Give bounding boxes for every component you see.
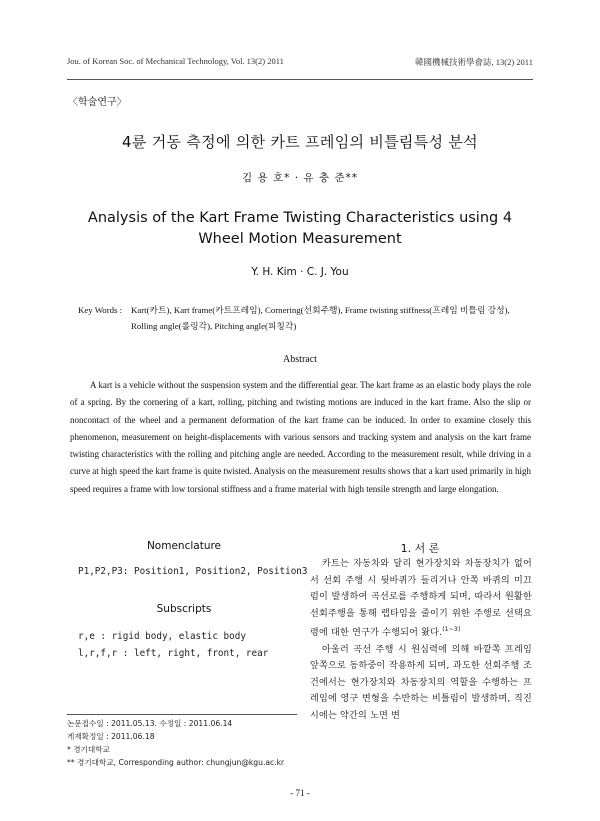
reference-superscript: (1~3): [442, 626, 461, 633]
keywords: [78, 302, 538, 334]
subscripts-heading: Subscripts: [156, 603, 212, 615]
title-korean: 4륜 거동 측정에 의한 카트 프레임의 비틀림특성 분석: [122, 133, 478, 151]
authors-korean: 김 용 호* · 유 충 준**: [242, 172, 358, 184]
header-rule: [67, 79, 533, 80]
nomenclature-line: P1,P2,P3: Position1, Position2, Position3: [78, 566, 308, 577]
page-number: - 71 -: [290, 788, 310, 798]
section-paragraph-1-text: 카트는 자동차와 달리 현가장치와 차동장치가 없어서 선회 주행 시 뒷바퀴가 들리거나 안쪽 바퀴의 미끄럼이 발생하여 곡선로를 주행하게 되며, 따라서 원활한 선회주행을 통해 랩타임을 줄이기 위한 주행로 선택요령에 대한 연구가 수행되어 왔다.: [310, 559, 532, 639]
abstract-heading: Abstract: [283, 354, 317, 365]
title-english: [0, 208, 600, 250]
keywords-label: Key Words :: [78, 305, 123, 315]
footnote-rule: [67, 714, 297, 715]
keywords-line1: Kart(카트), Kart frame(카트프레임), Cornering(선회주행), Frame twisting stiffness(프레임 비틀림 강성),: [131, 305, 510, 315]
authors-english: Y. H. Kim · C. J. You: [251, 266, 349, 278]
title-english-line2: Wheel Motion Measurement: [198, 231, 402, 247]
footnote-received: 논문접수일 : 2011.05.13. 수정일 : 2011.06.14: [67, 719, 233, 728]
section-body: [310, 556, 532, 724]
section-paragraph-1: [310, 556, 532, 642]
section-heading: 1. 서 론: [400, 542, 440, 555]
section-paragraph-2: 아울러 곡선 주행 시 원심력에 의해 바깥쪽 프레임 앞쪽으로 동하중이 작용하게 되며, 과도한 선회주행 조건에서는 현가장치와 차동장치의 역할을 수행하는 프레임에 영구 변형을 수반하는 비틀림이 발생하며, 직진 시에는 약간의 노면 변: [310, 644, 532, 721]
journal-header-kr: 韓國機械技術學會誌, 13(2) 2011: [415, 57, 533, 67]
keywords-line2: Rolling angle(롤링각), Pitching angle(피칭각): [131, 321, 297, 331]
article-category: 〈학술연구〉: [68, 97, 127, 108]
title-english-line1: Analysis of the Kart Frame Twisting Characteristics using 4: [87, 210, 513, 226]
abstract-text: A kart is a vehicle without the suspension system and the differential gear. The kart frame as an elastic body plays the role of a spring. By the cornering of a kart, rolling, pitching and twisting motions are induced in the kart frame. Also the slip or noncontact of the wheel and a permanent deformation of the kart frame can be induced. In order to examine closely this phenomenon, measurement on height-displacements with various sensors and tracking system and analysis on the kart frame twisting characteristics with the rolling and pitching angle are needed. According to the measurement result, while driving in a curve at high speed the kart frame is quite twisted. Analysis on the measurement results shows that a kart used primarily in high speed requires a frame with low torsional stiffness and a frame material with high tensile strength and large elongation.: [70, 380, 531, 494]
journal-header-en: Jou. of Korean Soc. of Mechanical Technology, Vol. 13(2) 2011: [67, 56, 284, 66]
subscripts-line1: r,e : rigid body, elastic body: [78, 631, 246, 642]
footnote-affiliation-1: * 경기대학교: [67, 745, 110, 754]
nomenclature-heading: Nomenclature: [146, 540, 222, 552]
subscripts-line2: l,r,f,r : left, right, front, rear: [78, 648, 269, 659]
footnote-accepted: 게재확정일 : 2011.06.18: [67, 732, 155, 741]
footnote-affiliation-2: ** 경기대학교, Corresponding author: chungjun@kgu.ac.kr: [67, 758, 285, 767]
